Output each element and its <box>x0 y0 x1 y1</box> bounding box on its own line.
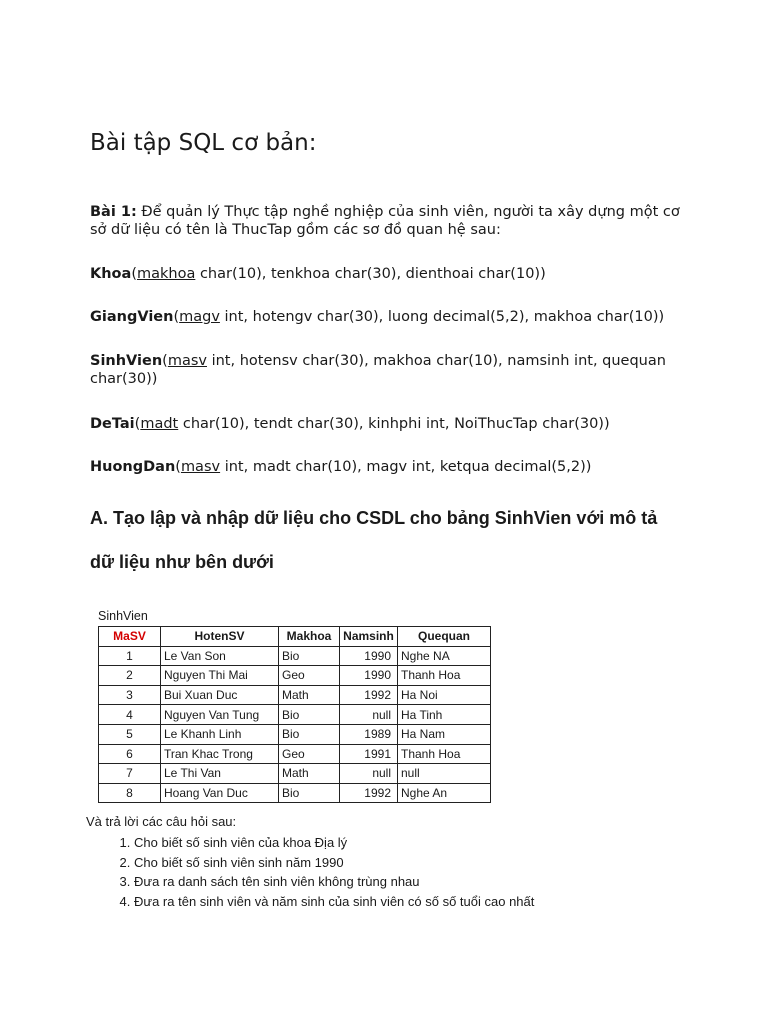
table-row <box>99 744 491 764</box>
table-row <box>99 685 491 705</box>
cell-quequan: Nghe An <box>398 783 491 803</box>
cell-hotensv: Le Khanh Linh <box>161 724 279 744</box>
cell-masv: 6 <box>99 744 161 764</box>
cell-makhoa: Bio <box>279 783 340 803</box>
cell-masv: 4 <box>99 705 161 725</box>
cell-makhoa: Bio <box>279 705 340 725</box>
cell-namsinh: 1990 <box>340 666 398 686</box>
schema-fields: int, madt char(10), magv int, ketqua decimal(5,2)) <box>220 459 592 475</box>
cell-quequan: null <box>398 764 491 784</box>
question-item: 4. Đưa ra tên sinh viên và năm sinh của sinh viên có số số tuổi cao nhất <box>134 892 534 912</box>
cell-namsinh: 1990 <box>340 646 398 666</box>
schema-key: magv <box>179 309 220 325</box>
table-row <box>99 666 491 686</box>
schema-fields: char(10), tendt char(30), kinhphi int, NoiThucTap char(30)) <box>178 416 610 432</box>
cell-quequan: Ha Nam <box>398 724 491 744</box>
cell-masv: 2 <box>99 666 161 686</box>
table-row <box>99 646 491 666</box>
question-item: 2. Cho biết số sinh viên sinh năm 1990 <box>134 853 534 873</box>
schema-detai: DeTai(madt char(10), tendt char(30), kinhphi int, NoiThucTap char(30)) <box>90 416 610 432</box>
cell-masv: 1 <box>99 646 161 666</box>
cell-makhoa: Math <box>279 764 340 784</box>
schema-khoa: Khoa(makhoa char(10), tenkhoa char(30), dienthoai char(10)) <box>90 266 546 282</box>
cell-quequan: Ha Tinh <box>398 705 491 725</box>
cell-hotensv: Le Van Son <box>161 646 279 666</box>
schema-key: masv <box>167 353 207 369</box>
cell-masv: 7 <box>99 764 161 784</box>
question-item: 1. Cho biết số sinh viên của khoa Địa lý <box>134 833 534 853</box>
table-header-row <box>99 627 491 647</box>
exercise-text: Để quản lý Thực tập nghề nghiệp của sinh viên, người ta xây dựng một cơ sở dữ liệu có tên là ThucTap gồm các sơ đồ quan hệ sau: <box>90 204 680 238</box>
col-header-masv: MaSV <box>99 627 161 647</box>
cell-quequan: Thanh Hoa <box>398 744 491 764</box>
page-title: Bài tập SQL cơ bản: <box>90 130 317 156</box>
cell-namsinh: null <box>340 764 398 784</box>
exercise-intro <box>90 203 690 239</box>
cell-hotensv: Nguyen Van Tung <box>161 705 279 725</box>
schema-key: makhoa <box>136 266 196 282</box>
cell-makhoa: Bio <box>279 646 340 666</box>
cell-hotensv: Nguyen Thi Mai <box>161 666 279 686</box>
cell-namsinh: 1992 <box>340 783 398 803</box>
table-row <box>99 783 491 803</box>
questions-intro: Và trả lời các câu hỏi sau: <box>86 814 237 829</box>
schema-name: Khoa <box>90 266 132 282</box>
col-header-namsinh: Namsinh <box>340 627 398 647</box>
schema-fields: int, hotengv char(30), luong decimal(5,2), makhoa char(10)) <box>219 309 665 325</box>
cell-hotensv: Tran Khac Trong <box>161 744 279 764</box>
cell-masv: 8 <box>99 783 161 803</box>
schema-name: HuongDan <box>90 459 176 475</box>
col-header-hotensv: HotenSV <box>161 627 279 647</box>
schema-giangvien: GiangVien(magv int, hotengv char(30), luong decimal(5,2), makhoa char(10)) <box>90 309 665 325</box>
questions-list <box>114 833 534 911</box>
cell-makhoa: Math <box>279 685 340 705</box>
cell-masv: 5 <box>99 724 161 744</box>
schema-fields: char(10), tenkhoa char(30), dienthoai char(10)) <box>195 266 546 282</box>
cell-namsinh: 1991 <box>340 744 398 764</box>
section-a-heading-line1: A. Tạo lập và nhập dữ liệu cho CSDL cho bảng SinhVien với mô tả <box>90 508 658 528</box>
cell-makhoa: Bio <box>279 724 340 744</box>
cell-hotensv: Le Thi Van <box>161 764 279 784</box>
cell-masv: 3 <box>99 685 161 705</box>
cell-hotensv: Bui Xuan Duc <box>161 685 279 705</box>
schema-huongdan: HuongDan(masv int, madt char(10), magv int, ketqua decimal(5,2)) <box>90 459 592 475</box>
cell-makhoa: Geo <box>279 666 340 686</box>
table-caption: SinhVien <box>98 609 148 623</box>
schema-name: GiangVien <box>90 309 174 325</box>
table-row <box>99 724 491 744</box>
cell-quequan: Nghe NA <box>398 646 491 666</box>
table-row <box>99 764 491 784</box>
cell-makhoa: Geo <box>279 744 340 764</box>
sinhvien-table <box>98 626 491 803</box>
cell-namsinh: null <box>340 705 398 725</box>
table-row <box>99 705 491 725</box>
col-header-quequan: Quequan <box>398 627 491 647</box>
cell-quequan: Ha Noi <box>398 685 491 705</box>
schema-key: madt <box>140 416 179 432</box>
exercise-label: Bài 1: <box>90 204 137 220</box>
schema-key: masv <box>180 459 221 475</box>
cell-quequan: Thanh Hoa <box>398 666 491 686</box>
col-header-makhoa: Makhoa <box>279 627 340 647</box>
schema-name: DeTai <box>90 416 135 432</box>
section-a-heading-line2: dữ liệu như bên dưới <box>90 552 274 572</box>
schema-fields: int, hotensv char(30), makhoa char(10), namsinh int, quequan char(30)) <box>90 353 666 387</box>
cell-namsinh: 1992 <box>340 685 398 705</box>
cell-hotensv: Hoang Van Duc <box>161 783 279 803</box>
question-item: 3. Đưa ra danh sách tên sinh viên không trùng nhau <box>134 872 534 892</box>
schema-name: SinhVien <box>90 353 163 369</box>
schema-sinhvien: SinhVien(masv int, hotensv char(30), makhoa char(10), namsinh int, quequan char(30)) <box>90 353 666 387</box>
cell-namsinh: 1989 <box>340 724 398 744</box>
